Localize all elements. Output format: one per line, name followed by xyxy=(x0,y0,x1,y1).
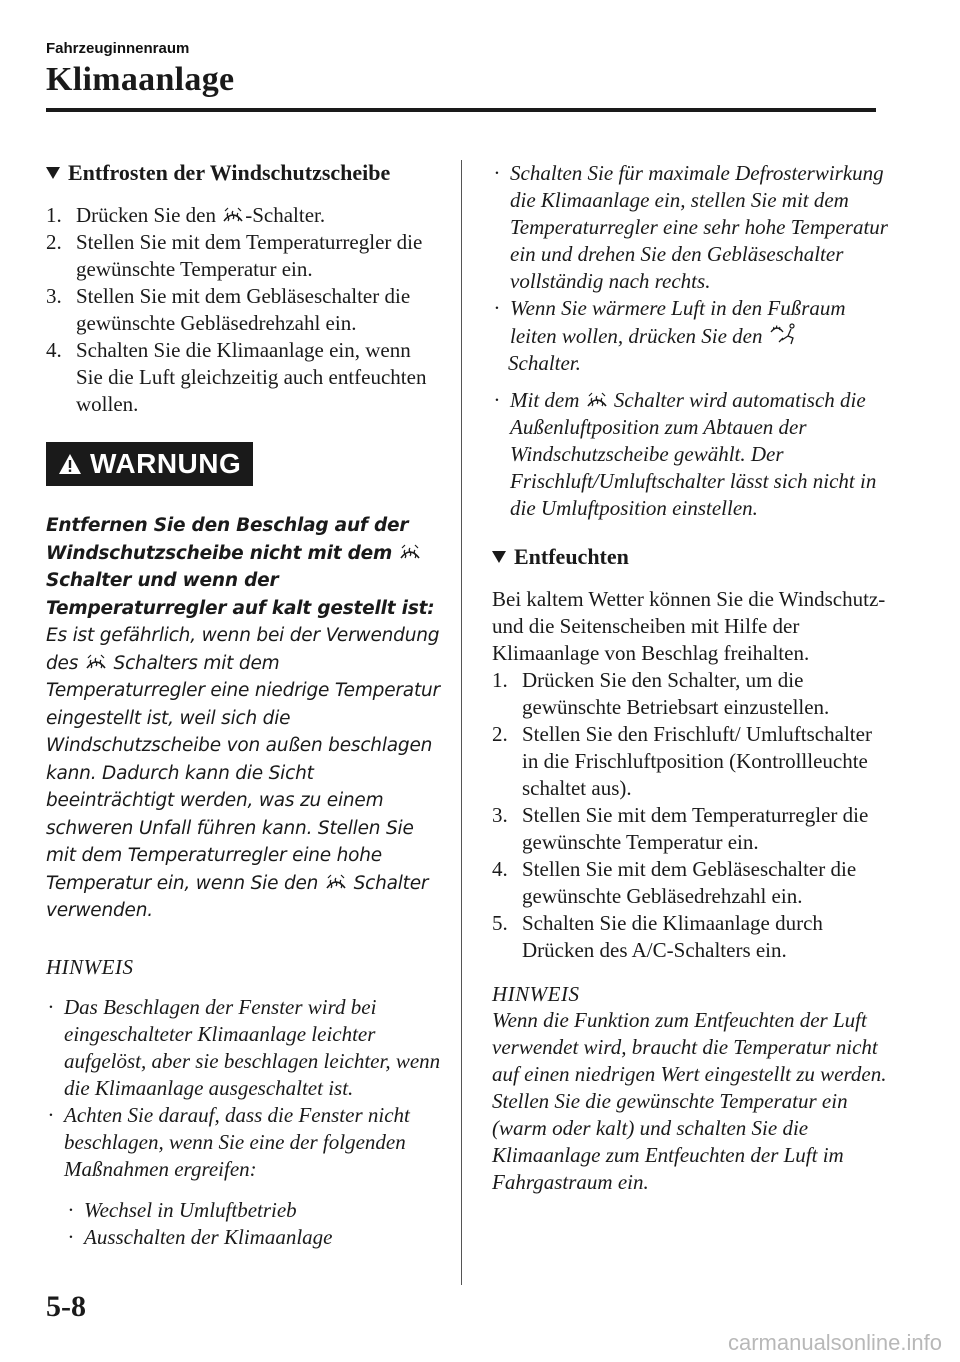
warning-title: Entfernen Sie den Beschlag auf der Windschutzscheibe nicht mit dem Schalter und wenn der Temperaturregler auf kalt gestellt ist: xyxy=(46,515,435,619)
list-item: 4. Schalten Sie die Klimaanlage ein, wenn Sie die Luft gleichzeitig auch entfeuchten wollen. xyxy=(46,338,427,416)
page-title: Klimaanlage xyxy=(46,61,235,98)
list-item: 1. Drücken Sie den Schalter, um die gewünschte Betriebsart einzustellen. xyxy=(492,668,830,719)
windshield-defroster-icon xyxy=(586,392,608,410)
dehumidify-steps xyxy=(492,667,892,964)
list-item: 5. Schalten Sie die Klimaanlage durch Drücken des A/C-Schalters ein. xyxy=(492,911,823,962)
defrost-steps xyxy=(46,202,442,418)
list-item: · Mit dem Schalter wird automatisch die Außenluftposition zum Abtauen der Windschutzscheibe gewählt. Der Frischluft/Umluftschalter lässt sich nicht in die Umluftposition einstellen. xyxy=(494,388,877,520)
defrost-auto-note xyxy=(492,387,892,522)
note-sub-list xyxy=(66,1197,442,1251)
list-item: 3. Stellen Sie mit dem Gebläseschalter die gewünschte Gebläsedrehzahl ein. xyxy=(46,284,411,335)
windshield-defroster-icon xyxy=(85,654,107,672)
triangle-down-icon xyxy=(46,167,60,179)
list-item: · Achten Sie darauf, dass die Fenster nicht beschlagen, wenn Sie eine der folgenden Maßnahmen ergreifen: xyxy=(48,1102,410,1181)
section-label: Fahrzeuginnenraum xyxy=(46,40,190,57)
right-column xyxy=(492,160,892,1196)
defrost-tips-list xyxy=(492,160,892,350)
list-item: 1. Drücken Sie den -Schalter. xyxy=(46,203,326,227)
foot-and-windshield-icon xyxy=(769,322,799,346)
warning-label: WARNUNG xyxy=(46,442,253,486)
list-item: · Ausschalten der Klimaanlage xyxy=(68,1224,333,1249)
warning-text: Es ist gefährlich, wenn bei der Verwendung des Schalters mit dem Temperaturregler eine niedrige Temperatur eingestellt ist, weil sich die Windschutzscheibe von außen beschlagen kann. Dadurch kann die Sicht beeinträchtigt werden, was zu einem schweren Unfall führen kann. Stellen Sie mit dem Temperaturregler eine hohe Temperatur ein, wenn Sie den Schalter verwenden. xyxy=(46,625,440,921)
note-text: Wenn die Funktion zum Entfeuchten der Luft verwendet wird, braucht die Temperatur nicht auf einen niedrigen Wert eingestellt zu werden. Stellen Sie die gewünschte Temperatur ein (warm oder kalt) und schalten Sie die Klimaanlage zum Entfeuchten der Luft im Fahrgastraum ein. xyxy=(492,1008,887,1194)
warning-triangle-icon xyxy=(58,453,82,475)
list-item: · Das Beschlagen der Fenster wird bei eingeschalteter Klimaanlage leichter aufgelöst, aber sie beschlagen leichter, wenn die Klimaanlage ausgeschaltet ist. xyxy=(48,994,441,1100)
note-list xyxy=(46,994,442,1183)
list-item: 3. Stellen Sie mit dem Temperaturregler die gewünschte Temperatur ein. xyxy=(492,803,869,854)
defrost-heading: Entfrosten der Windschutzscheibe xyxy=(46,160,442,186)
list-item: 2. Stellen Sie mit dem Temperaturregler die gewünschte Temperatur ein. xyxy=(46,230,423,281)
column-divider xyxy=(461,160,462,1285)
note-heading: HINWEIS xyxy=(46,954,134,979)
list-item: · Schalten Sie für maximale Defrosterwirkung die Klimaanlage ein, stellen Sie mit dem Temperaturregler eine sehr hohe Temperatur ein und drehen Sie den Gebläseschalter vollständig nach rechts. xyxy=(494,161,888,293)
list-item: · Wechsel in Umluftbetrieb xyxy=(68,1197,297,1222)
windshield-defroster-icon xyxy=(325,874,347,892)
dehumidify-heading: Entfeuchten xyxy=(492,544,892,570)
windshield-defroster-icon xyxy=(399,544,421,562)
list-item: 2. Stellen Sie den Frischluft/ Umluftschalter in die Frischluftposition (Kontrollleuchte schaltet aus). xyxy=(492,722,872,800)
header-rule xyxy=(46,108,876,112)
page-header xyxy=(46,40,876,99)
triangle-down-icon xyxy=(492,551,506,563)
list-item: · Wenn Sie wärmere Luft in den Fußraum leiten wollen, drücken Sie den xyxy=(494,296,846,348)
foot-switch-suffix: Schalter. xyxy=(508,351,581,375)
note-heading: HINWEIS xyxy=(492,982,580,1006)
windshield-defroster-icon xyxy=(222,207,244,225)
page-number: 5-8 xyxy=(46,1290,86,1323)
watermark: carmanualsonline.info xyxy=(727,1330,942,1355)
list-item: 4. Stellen Sie mit dem Gebläseschalter die gewünschte Gebläsedrehzahl ein. xyxy=(492,857,857,908)
dehumidify-intro: Bei kaltem Wetter können Sie die Windschutz- und die Seitenscheiben mit Hilfe der Klimaanlage von Beschlag freihalten. xyxy=(492,587,886,665)
left-column xyxy=(46,160,442,1251)
